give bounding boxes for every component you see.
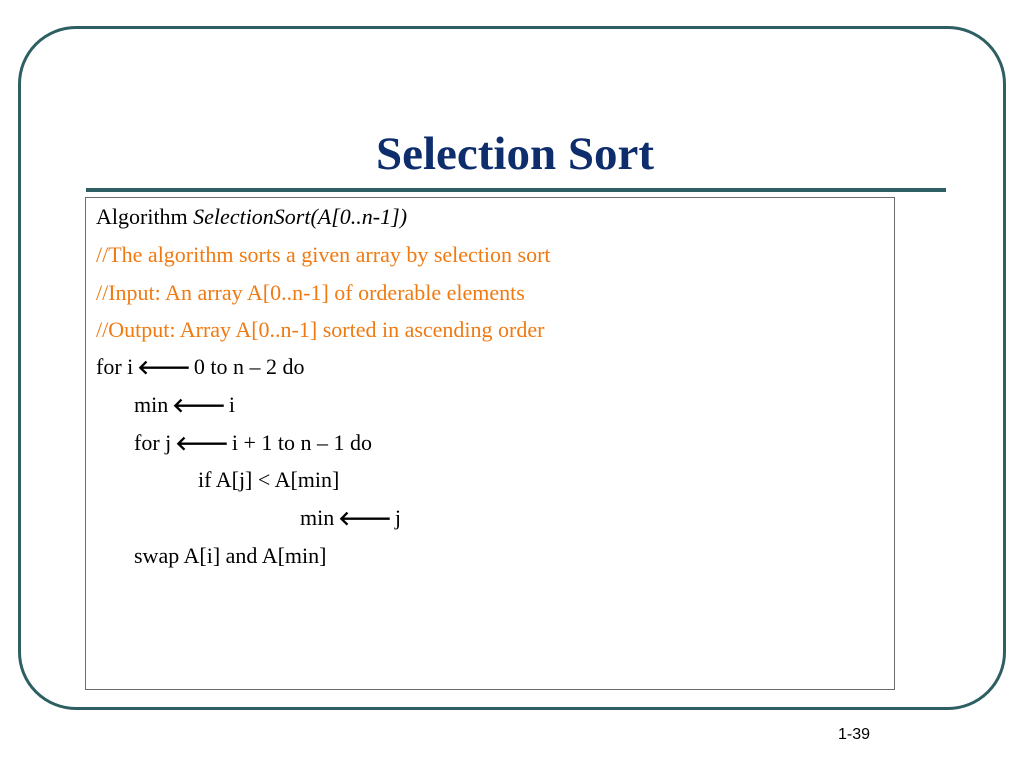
inner-for-end: i + 1 to n – 1 do <box>231 430 373 455</box>
outer-for-start: for i <box>96 354 134 379</box>
code-line-min-init <box>134 392 235 418</box>
code-line-inner-for <box>134 430 372 456</box>
algorithm-keyword: Algorithm <box>96 204 188 229</box>
code-line-if: if A[j] < A[min] <box>198 467 340 492</box>
page-number: 1-39 <box>838 726 871 743</box>
comment-input: //Input: An array A[0..n-1] of orderable elements <box>96 280 525 305</box>
algorithm-signature: SelectionSort(A[0..n-1]) <box>193 204 408 229</box>
min-update-start: min <box>300 505 335 530</box>
min-init-end: i <box>228 392 235 417</box>
left-arrow-icon: 🡐 <box>137 355 191 379</box>
min-init-start: min <box>134 392 169 417</box>
algorithm-header <box>96 204 407 230</box>
left-arrow-icon: 🡐 <box>338 506 392 530</box>
left-arrow-icon: 🡐 <box>172 393 226 417</box>
min-update-end: j <box>394 505 401 530</box>
title-underline <box>86 188 946 192</box>
outer-for-end: 0 to n – 2 do <box>193 354 305 379</box>
inner-for-start: for j <box>134 430 172 455</box>
code-line-outer-for <box>96 354 305 380</box>
code-line-swap: swap A[i] and A[min] <box>134 543 327 568</box>
left-arrow-icon: 🡐 <box>175 431 229 455</box>
comment-description: //The algorithm sorts a given array by selection sort <box>96 242 551 267</box>
slide-title: Selection Sort <box>375 128 655 180</box>
code-line-min-update <box>300 505 401 531</box>
comment-output: //Output: Array A[0..n-1] sorted in ascending order <box>96 317 545 342</box>
